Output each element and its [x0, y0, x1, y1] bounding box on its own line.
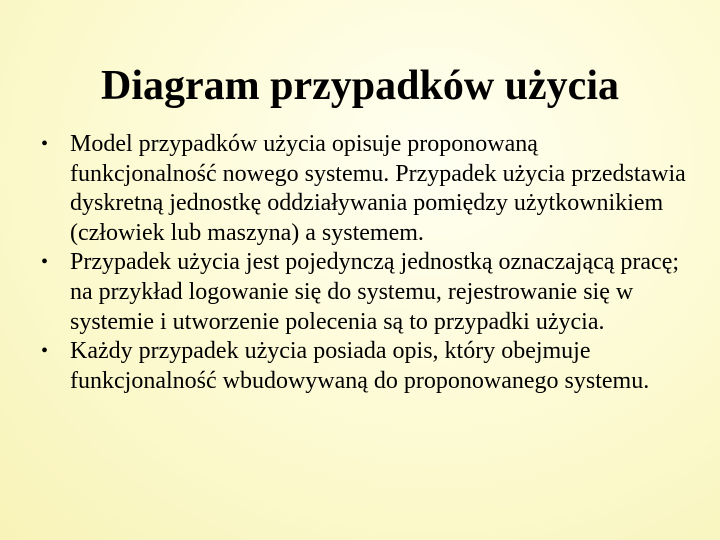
bullet-item	[40, 130, 688, 248]
bullet-text: Model przypadków użycia opisuje proponowaną funkcjonalność nowego systemu. Przypadek użycia przedstawia dyskretną jednostkę oddziaływania pomiędzy użytkownikiem (człowiek lub maszyna) a systemem.	[70, 131, 686, 246]
bullet-list	[40, 130, 688, 396]
bullet-marker: •	[41, 133, 49, 155]
slide-title: Diagram przypadków użycia	[101, 63, 619, 109]
bullet-marker: •	[41, 251, 49, 274]
bullet-item	[40, 337, 688, 396]
bullet-text: Przypadek użycia jest pojedynczą jednostką oznaczającą pracę; na przykład logowanie się do systemu, rejestrowanie się w systemie i utworzenie polecenia są to przypadki użycia.	[70, 249, 680, 335]
bullet-item	[40, 248, 688, 337]
bullet-text: Każdy przypadek użycia posiada opis, który obejmuje funkcjonalność wbudowywaną do proponowanego systemu.	[70, 338, 650, 394]
bullet-marker: •	[41, 340, 49, 363]
